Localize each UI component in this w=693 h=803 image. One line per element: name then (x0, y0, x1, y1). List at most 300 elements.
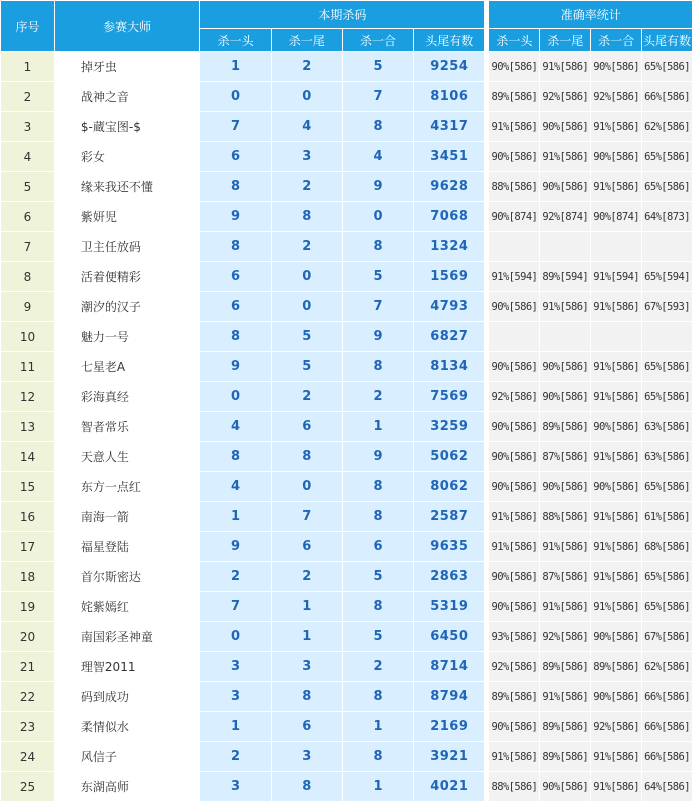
head-tail-value: 4021 (414, 772, 484, 801)
header-kill-head: 杀一头 (200, 29, 270, 51)
row-index: 12 (1, 382, 54, 411)
row-gap (485, 442, 488, 471)
acc-tail-value: 91%[586] (540, 592, 590, 621)
acc-head-value: 91%[594] (489, 262, 539, 291)
row-index: 3 (1, 112, 54, 141)
table-row (1, 382, 692, 411)
kill-sum-value: 8 (343, 742, 413, 771)
kill-tail-value: 6 (272, 412, 342, 441)
master-name: 风信子 (55, 742, 200, 771)
kill-head-value: 2 (200, 742, 270, 771)
row-index: 18 (1, 562, 54, 591)
header-kill-sum: 杀一合 (343, 29, 413, 51)
table-row (1, 412, 692, 441)
row-gap (485, 772, 488, 801)
kill-head-value: 1 (200, 502, 270, 531)
master-name: 魅力一号 (55, 322, 200, 351)
acc-tail-value: 90%[586] (540, 382, 590, 411)
kill-tail-value: 5 (272, 352, 342, 381)
acc-head-tail-value: 65%[586] (642, 52, 692, 81)
acc-head-value: 88%[586] (489, 772, 539, 801)
acc-tail-value: 90%[586] (540, 772, 590, 801)
kill-tail-value: 5 (272, 322, 342, 351)
table-row (1, 472, 692, 501)
kill-sum-value: 5 (343, 562, 413, 591)
kill-sum-value: 9 (343, 442, 413, 471)
acc-head-tail-value: 66%[586] (642, 82, 692, 111)
acc-head-value: 90%[586] (489, 712, 539, 741)
acc-sum-value: 91%[586] (591, 502, 641, 531)
acc-sum-value: 90%[586] (591, 52, 641, 81)
acc-head-value: 91%[586] (489, 112, 539, 141)
acc-sum-value: 91%[586] (591, 772, 641, 801)
table-row (1, 82, 692, 111)
acc-tail-value: 91%[586] (540, 292, 590, 321)
head-tail-value: 7068 (414, 202, 484, 231)
row-index: 10 (1, 322, 54, 351)
acc-sum-value: 91%[586] (591, 292, 641, 321)
acc-head-tail-value: 66%[586] (642, 742, 692, 771)
row-index: 8 (1, 262, 54, 291)
row-index: 23 (1, 712, 54, 741)
kill-tail-value: 8 (272, 202, 342, 231)
head-tail-value: 9254 (414, 52, 484, 81)
master-name: 缘来我还不懂 (55, 172, 200, 201)
kill-tail-value: 2 (272, 562, 342, 591)
head-tail-value: 5319 (414, 592, 484, 621)
row-gap (485, 202, 488, 231)
kill-tail-value: 7 (272, 502, 342, 531)
head-tail-value: 2863 (414, 562, 484, 591)
row-gap (485, 712, 488, 741)
header-gap (485, 1, 488, 51)
acc-tail-value: 89%[586] (540, 412, 590, 441)
kill-tail-value: 8 (272, 442, 342, 471)
acc-head-tail-value: 66%[586] (642, 682, 692, 711)
table-row (1, 172, 692, 201)
acc-sum-value: 89%[586] (591, 652, 641, 681)
kill-sum-value: 8 (343, 232, 413, 261)
acc-head-tail-value: 62%[586] (642, 112, 692, 141)
acc-head-value: 88%[586] (489, 172, 539, 201)
acc-tail-value: 90%[586] (540, 112, 590, 141)
table-row (1, 142, 692, 171)
kill-sum-value: 1 (343, 712, 413, 741)
master-name: 战神之音 (55, 82, 200, 111)
master-name: 卫主任放码 (55, 232, 200, 261)
master-name: 首尔斯密达 (55, 562, 200, 591)
acc-head-tail-value (642, 322, 692, 351)
kill-head-value: 2 (200, 562, 270, 591)
acc-head-tail-value: 66%[586] (642, 712, 692, 741)
row-gap (485, 622, 488, 651)
table-row (1, 292, 692, 321)
acc-head-tail-value: 61%[586] (642, 502, 692, 531)
row-index: 6 (1, 202, 54, 231)
kill-sum-value: 8 (343, 592, 413, 621)
acc-tail-value: 91%[586] (540, 682, 590, 711)
kill-sum-value: 8 (343, 472, 413, 501)
head-tail-value: 8062 (414, 472, 484, 501)
table-row (1, 652, 692, 681)
row-index: 17 (1, 532, 54, 561)
acc-sum-value: 91%[586] (591, 352, 641, 381)
table-row (1, 232, 692, 261)
header-master: 参赛大师 (55, 1, 200, 51)
acc-head-tail-value: 65%[586] (642, 142, 692, 171)
row-index: 15 (1, 472, 54, 501)
acc-sum-value: 90%[586] (591, 412, 641, 441)
kill-tail-value: 2 (272, 232, 342, 261)
acc-head-tail-value: 65%[586] (642, 562, 692, 591)
acc-head-tail-value: 65%[586] (642, 352, 692, 381)
kill-head-value: 1 (200, 52, 270, 81)
row-index: 1 (1, 52, 54, 81)
acc-head-tail-value: 67%[593] (642, 292, 692, 321)
acc-head-value: 90%[586] (489, 52, 539, 81)
row-index: 19 (1, 592, 54, 621)
acc-head-tail-value: 63%[586] (642, 412, 692, 441)
acc-tail-value: 91%[586] (540, 532, 590, 561)
head-tail-value: 8134 (414, 352, 484, 381)
acc-head-tail-value: 64%[586] (642, 772, 692, 801)
table-row (1, 592, 692, 621)
table-row (1, 352, 692, 381)
head-tail-value: 8794 (414, 682, 484, 711)
kill-head-value: 9 (200, 532, 270, 561)
kill-head-value: 7 (200, 592, 270, 621)
acc-sum-value: 90%[874] (591, 202, 641, 231)
table-row (1, 262, 692, 291)
kill-tail-value: 0 (272, 292, 342, 321)
head-tail-value: 3921 (414, 742, 484, 771)
acc-head-tail-value: 65%[586] (642, 592, 692, 621)
acc-sum-value: 91%[586] (591, 172, 641, 201)
acc-head-value: 91%[586] (489, 742, 539, 771)
master-name: 福星登陆 (55, 532, 200, 561)
kill-head-value: 8 (200, 232, 270, 261)
kill-tail-value: 0 (272, 262, 342, 291)
kill-head-value: 8 (200, 172, 270, 201)
head-tail-value: 3451 (414, 142, 484, 171)
row-gap (485, 502, 488, 531)
acc-sum-value: 91%[586] (591, 532, 641, 561)
kill-head-value: 6 (200, 292, 270, 321)
row-index: 24 (1, 742, 54, 771)
row-index: 2 (1, 82, 54, 111)
acc-head-tail-value: 65%[594] (642, 262, 692, 291)
row-gap (485, 412, 488, 441)
kill-sum-value: 7 (343, 292, 413, 321)
table-row (1, 742, 692, 771)
head-tail-value: 9635 (414, 532, 484, 561)
acc-head-tail-value: 65%[586] (642, 382, 692, 411)
row-gap (485, 742, 488, 771)
kill-sum-value: 8 (343, 502, 413, 531)
kill-tail-value: 2 (272, 172, 342, 201)
kill-sum-value: 0 (343, 202, 413, 231)
master-name: 彩女 (55, 142, 200, 171)
acc-tail-value: 90%[586] (540, 352, 590, 381)
acc-sum-value: 91%[586] (591, 442, 641, 471)
kill-sum-value: 8 (343, 682, 413, 711)
row-gap (485, 112, 488, 141)
kill-head-value: 8 (200, 442, 270, 471)
acc-sum-value (591, 232, 641, 261)
kill-sum-value: 8 (343, 112, 413, 141)
acc-head-value: 90%[586] (489, 592, 539, 621)
acc-head-tail-value: 63%[586] (642, 442, 692, 471)
table-row (1, 772, 692, 801)
kill-head-value: 4 (200, 412, 270, 441)
acc-head-value: 90%[586] (489, 292, 539, 321)
kill-sum-value: 5 (343, 262, 413, 291)
row-index: 13 (1, 412, 54, 441)
acc-head-value: 92%[586] (489, 652, 539, 681)
master-name: $-蔵宝图-$ (55, 112, 200, 141)
acc-tail-value: 89%[586] (540, 712, 590, 741)
master-name: 理智2011 (55, 652, 200, 681)
acc-head-tail-value: 64%[873] (642, 202, 692, 231)
acc-head-tail-value: 65%[586] (642, 472, 692, 501)
row-gap (485, 172, 488, 201)
master-name: 柔情似水 (55, 712, 200, 741)
row-gap (485, 562, 488, 591)
table-row (1, 562, 692, 591)
head-tail-value: 3259 (414, 412, 484, 441)
row-gap (485, 532, 488, 561)
row-gap (485, 682, 488, 711)
acc-sum-value: 90%[586] (591, 622, 641, 651)
kill-tail-value: 0 (272, 472, 342, 501)
acc-tail-value: 87%[586] (540, 442, 590, 471)
acc-head-value: 93%[586] (489, 622, 539, 651)
kill-sum-value: 9 (343, 172, 413, 201)
acc-head-value: 90%[586] (489, 442, 539, 471)
acc-tail-value (540, 232, 590, 261)
kill-tail-value: 3 (272, 142, 342, 171)
master-name: 智者常乐 (55, 412, 200, 441)
table-row (1, 712, 692, 741)
master-name: 东方一点红 (55, 472, 200, 501)
kill-head-value: 9 (200, 202, 270, 231)
row-index: 9 (1, 292, 54, 321)
master-name: 潮汐的汉子 (55, 292, 200, 321)
acc-tail-value: 91%[586] (540, 52, 590, 81)
kill-tail-value: 6 (272, 532, 342, 561)
acc-head-tail-value: 62%[586] (642, 652, 692, 681)
kill-head-value: 6 (200, 262, 270, 291)
acc-tail-value: 90%[586] (540, 472, 590, 501)
row-index: 20 (1, 622, 54, 651)
row-gap (485, 652, 488, 681)
row-gap (485, 142, 488, 171)
kill-head-value: 6 (200, 142, 270, 171)
master-name: 姹紫嫣红 (55, 592, 200, 621)
acc-head-tail-value (642, 232, 692, 261)
kill-head-value: 1 (200, 712, 270, 741)
kill-sum-value: 5 (343, 622, 413, 651)
header-accuracy: 准确率统计 (489, 1, 692, 28)
acc-tail-value: 90%[586] (540, 172, 590, 201)
row-index: 21 (1, 652, 54, 681)
row-gap (485, 472, 488, 501)
acc-head-value: 91%[586] (489, 502, 539, 531)
kill-sum-value: 9 (343, 322, 413, 351)
head-tail-value: 1569 (414, 262, 484, 291)
acc-sum-value: 90%[586] (591, 142, 641, 171)
header-acc-tail: 杀一尾 (540, 29, 590, 51)
head-tail-value: 1324 (414, 232, 484, 261)
kill-head-value: 3 (200, 772, 270, 801)
kill-sum-value: 5 (343, 52, 413, 81)
acc-sum-value: 91%[586] (591, 562, 641, 591)
kill-sum-value: 1 (343, 412, 413, 441)
kill-head-value: 0 (200, 622, 270, 651)
master-name: 掉牙虫 (55, 52, 200, 81)
row-index: 11 (1, 352, 54, 381)
kill-head-value: 4 (200, 472, 270, 501)
master-name: 紫妍児 (55, 202, 200, 231)
acc-tail-value: 92%[586] (540, 622, 590, 651)
master-name: 天意人生 (55, 442, 200, 471)
row-index: 7 (1, 232, 54, 261)
head-tail-value: 5062 (414, 442, 484, 471)
acc-sum-value: 90%[586] (591, 682, 641, 711)
table-row (1, 682, 692, 711)
acc-head-value: 91%[586] (489, 532, 539, 561)
row-gap (485, 292, 488, 321)
head-tail-value: 8106 (414, 82, 484, 111)
acc-head-value: 90%[586] (489, 562, 539, 591)
acc-tail-value: 89%[594] (540, 262, 590, 291)
header-current-kill: 本期杀码 (200, 1, 484, 28)
head-tail-value: 2587 (414, 502, 484, 531)
kill-tail-value: 4 (272, 112, 342, 141)
acc-head-value: 92%[586] (489, 382, 539, 411)
row-index: 4 (1, 142, 54, 171)
acc-tail-value: 92%[586] (540, 82, 590, 111)
table-row (1, 322, 692, 351)
kill-sum-value: 1 (343, 772, 413, 801)
kill-head-value: 0 (200, 382, 270, 411)
kill-sum-value: 2 (343, 382, 413, 411)
kill-head-value: 9 (200, 352, 270, 381)
acc-head-value: 89%[586] (489, 682, 539, 711)
table-row (1, 112, 692, 141)
kill-head-value: 3 (200, 652, 270, 681)
row-gap (485, 82, 488, 111)
kill-tail-value: 8 (272, 772, 342, 801)
kill-head-value: 8 (200, 322, 270, 351)
master-name: 南国彩圣神童 (55, 622, 200, 651)
acc-head-value: 90%[586] (489, 412, 539, 441)
row-gap (485, 592, 488, 621)
table-row (1, 502, 692, 531)
acc-tail-value: 88%[586] (540, 502, 590, 531)
row-gap (485, 322, 488, 351)
header-kill-tail: 杀一尾 (272, 29, 342, 51)
head-tail-value: 6827 (414, 322, 484, 351)
row-gap (485, 232, 488, 261)
acc-head-value: 90%[586] (489, 142, 539, 171)
table-row (1, 532, 692, 561)
acc-tail-value: 92%[874] (540, 202, 590, 231)
master-name: 七星老A (55, 352, 200, 381)
acc-head-value: 89%[586] (489, 82, 539, 111)
head-tail-value: 4317 (414, 112, 484, 141)
kill-tail-value: 6 (272, 712, 342, 741)
header-acc-sum: 杀一合 (591, 29, 641, 51)
acc-tail-value: 89%[586] (540, 652, 590, 681)
kill-head-value: 3 (200, 682, 270, 711)
row-gap (485, 52, 488, 81)
kill-sum-value: 7 (343, 82, 413, 111)
acc-tail-value: 89%[586] (540, 742, 590, 771)
acc-sum-value: 92%[586] (591, 82, 641, 111)
acc-sum-value: 91%[586] (591, 112, 641, 141)
acc-head-value: 90%[874] (489, 202, 539, 231)
acc-sum-value: 90%[586] (591, 472, 641, 501)
acc-head-value: 90%[586] (489, 352, 539, 381)
acc-tail-value: 87%[586] (540, 562, 590, 591)
row-gap (485, 262, 488, 291)
row-index: 22 (1, 682, 54, 711)
acc-head-value (489, 322, 539, 351)
table-row (1, 202, 692, 231)
acc-sum-value: 91%[586] (591, 742, 641, 771)
acc-sum-value: 91%[586] (591, 592, 641, 621)
kill-head-value: 7 (200, 112, 270, 141)
row-index: 25 (1, 772, 54, 801)
head-tail-value: 2169 (414, 712, 484, 741)
head-tail-value: 9628 (414, 172, 484, 201)
kill-tail-value: 0 (272, 82, 342, 111)
acc-sum-value (591, 322, 641, 351)
acc-sum-value: 92%[586] (591, 712, 641, 741)
row-index: 5 (1, 172, 54, 201)
head-tail-value: 4793 (414, 292, 484, 321)
row-gap (485, 382, 488, 411)
kill-tail-value: 1 (272, 592, 342, 621)
kill-tail-value: 2 (272, 52, 342, 81)
master-name: 南海一箭 (55, 502, 200, 531)
kill-tail-value: 1 (272, 622, 342, 651)
table-row (1, 52, 692, 81)
kill-tail-value: 3 (272, 652, 342, 681)
kill-tail-value: 2 (272, 382, 342, 411)
head-tail-value: 6450 (414, 622, 484, 651)
head-tail-value: 7569 (414, 382, 484, 411)
acc-head-tail-value: 68%[586] (642, 532, 692, 561)
table-row (1, 622, 692, 651)
acc-head-tail-value: 67%[586] (642, 622, 692, 651)
head-tail-value: 8714 (414, 652, 484, 681)
header-head-tail: 头尾有数 (414, 29, 484, 51)
acc-head-tail-value: 65%[586] (642, 172, 692, 201)
master-name: 活着便精彩 (55, 262, 200, 291)
header-index: 序号 (1, 1, 54, 51)
kill-sum-value: 4 (343, 142, 413, 171)
acc-tail-value (540, 322, 590, 351)
master-name: 东湖高师 (55, 772, 200, 801)
row-gap (485, 352, 488, 381)
kill-tail-value: 3 (272, 742, 342, 771)
kill-head-value: 0 (200, 82, 270, 111)
header-acc-head: 杀一头 (489, 29, 539, 51)
acc-tail-value: 91%[586] (540, 142, 590, 171)
kill-tail-value: 8 (272, 682, 342, 711)
